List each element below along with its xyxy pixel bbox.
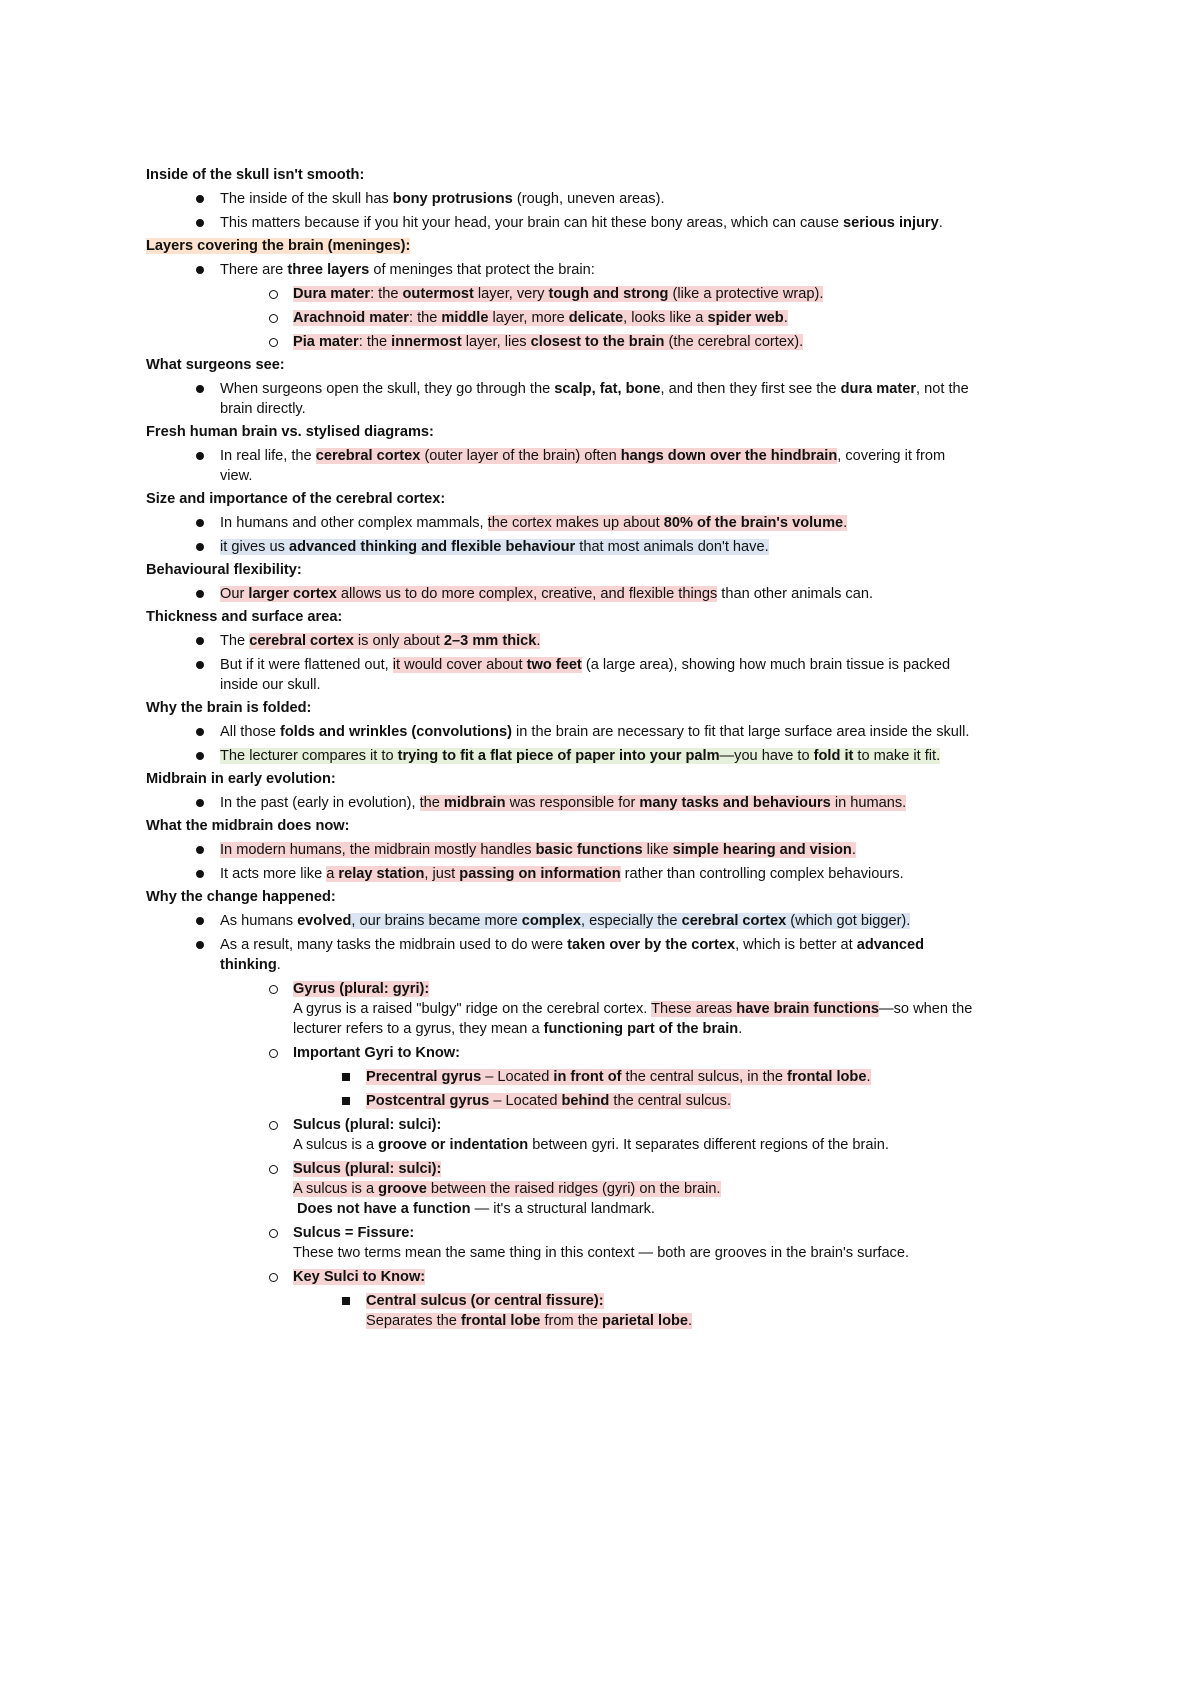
bullet-icon [196,637,204,645]
section-heading: Midbrain in early evolution: [146,771,336,787]
list-item: In the past (early in evolution), the midbrain was responsible for many tasks and behaviours in humans. [146,793,1066,813]
circle-bullet-icon [269,1049,278,1058]
list-item: Postcentral gyrus – Located behind the central sulcus. [146,1091,1066,1111]
list-item: Sulcus = Fissure: These two terms mean the same thing in this context — both are grooves in the brain's surface. [146,1223,1066,1263]
square-bullet-icon [342,1073,350,1081]
bullet-icon [196,661,204,669]
list-item: Pia mater: the innermost layer, lies closest to the brain (the cerebral cortex). [146,332,1066,352]
bullet-icon [196,728,204,736]
list-item: Arachnoid mater: the middle layer, more delicate, looks like a spider web. [146,308,1066,328]
circle-bullet-icon [269,338,278,347]
bullet-icon [196,195,204,203]
section-heading: Why the change happened: [146,889,336,905]
list-item: This matters because if you hit your head, your brain can hit these bony areas, which can cause serious injury. [146,213,1066,233]
document-body [146,165,1066,1334]
section-heading: Size and importance of the cerebral cortex: [146,491,446,507]
list-item: Sulcus (plural: sulci): A sulcus is a groove between the raised ridges (gyri) on the brain. Does not have a function — it's a structural landmark. [146,1159,1066,1219]
list-item: Gyrus (plural: gyri): A gyrus is a raised "bulgy" ridge on the cerebral cortex. These areas have brain functions—so when the lecturer refers to a gyrus, they mean a functioning part of the brain. [146,979,1066,1039]
list-item: As humans evolved, our brains became more complex, especially the cerebral cortex (which got bigger). [146,911,1066,931]
list-item: As a result, many tasks the midbrain used to do were taken over by the cortex, which is better at advanced thinking. [146,935,1066,975]
bullet-icon [196,752,204,760]
list-item: In modern humans, the midbrain mostly handles basic functions like simple hearing and vision. [146,840,1066,860]
section-heading: Thickness and surface area: [146,609,343,625]
circle-bullet-icon [269,1121,278,1130]
list-item: But if it were flattened out, it would cover about two feet (a large area), showing how much brain tissue is packed inside our skull. [146,655,1066,695]
list-item: Dura mater: the outermost layer, very tough and strong (like a protective wrap). [146,284,1066,304]
list-item: Key Sulci to Know: [146,1267,1066,1287]
bullet-icon [196,452,204,460]
bullet-icon [196,799,204,807]
section-heading: Layers covering the brain (meninges): [146,238,411,254]
section-heading: Behavioural flexibility: [146,562,302,578]
bullet-icon [196,917,204,925]
section-heading: What the midbrain does now: [146,818,350,834]
bullet-icon [196,219,204,227]
section-heading: Fresh human brain vs. stylised diagrams: [146,424,434,440]
circle-bullet-icon [269,1273,278,1282]
list-item: In humans and other complex mammals, the cortex makes up about 80% of the brain's volume. [146,513,1066,533]
list-item: It acts more like a relay station, just passing on information rather than controlling complex behaviours. [146,864,1066,884]
circle-bullet-icon [269,290,278,299]
bullet-icon [196,543,204,551]
list-item: Important Gyri to Know: [146,1043,1066,1063]
bullet-icon [196,385,204,393]
list-item: There are three layers of meninges that protect the brain: [146,260,1066,280]
section-heading: What surgeons see: [146,357,285,373]
section-heading: Why the brain is folded: [146,700,312,716]
square-bullet-icon [342,1297,350,1305]
list-item: When surgeons open the skull, they go through the scalp, fat, bone, and then they first see the dura mater, not the brain directly. [146,379,1066,419]
bullet-icon [196,870,204,878]
list-item: The cerebral cortex is only about 2–3 mm thick. [146,631,1066,651]
bullet-icon [196,941,204,949]
list-item: it gives us advanced thinking and flexible behaviour that most animals don't have. [146,537,1066,557]
list-item: Our larger cortex allows us to do more complex, creative, and flexible things than other animals can. [146,584,1066,604]
list-item: In real life, the cerebral cortex (outer layer of the brain) often hangs down over the hindbrain, covering it from view. [146,446,1066,486]
list-item: Precentral gyrus – Located in front of the central sulcus, in the frontal lobe. [146,1067,1066,1087]
bullet-icon [196,846,204,854]
bullet-icon [196,519,204,527]
circle-bullet-icon [269,985,278,994]
bullet-icon [196,590,204,598]
list-item: All those folds and wrinkles (convolutions) in the brain are necessary to fit that large surface area inside the skull. [146,722,1066,742]
list-item: The inside of the skull has bony protrusions (rough, uneven areas). [146,189,1066,209]
bullet-icon [196,266,204,274]
list-item: The lecturer compares it to trying to fit a flat piece of paper into your palm—you have to fold it to make it fit. [146,746,1066,766]
circle-bullet-icon [269,1165,278,1174]
section-heading: Inside of the skull isn't smooth: [146,167,365,183]
circle-bullet-icon [269,314,278,323]
square-bullet-icon [342,1097,350,1105]
list-item: Central sulcus (or central fissure): Separates the frontal lobe from the parietal lobe. [146,1291,1066,1331]
list-item: Sulcus (plural: sulci): A sulcus is a groove or indentation between gyri. It separates different regions of the brain. [146,1115,1066,1155]
circle-bullet-icon [269,1229,278,1238]
